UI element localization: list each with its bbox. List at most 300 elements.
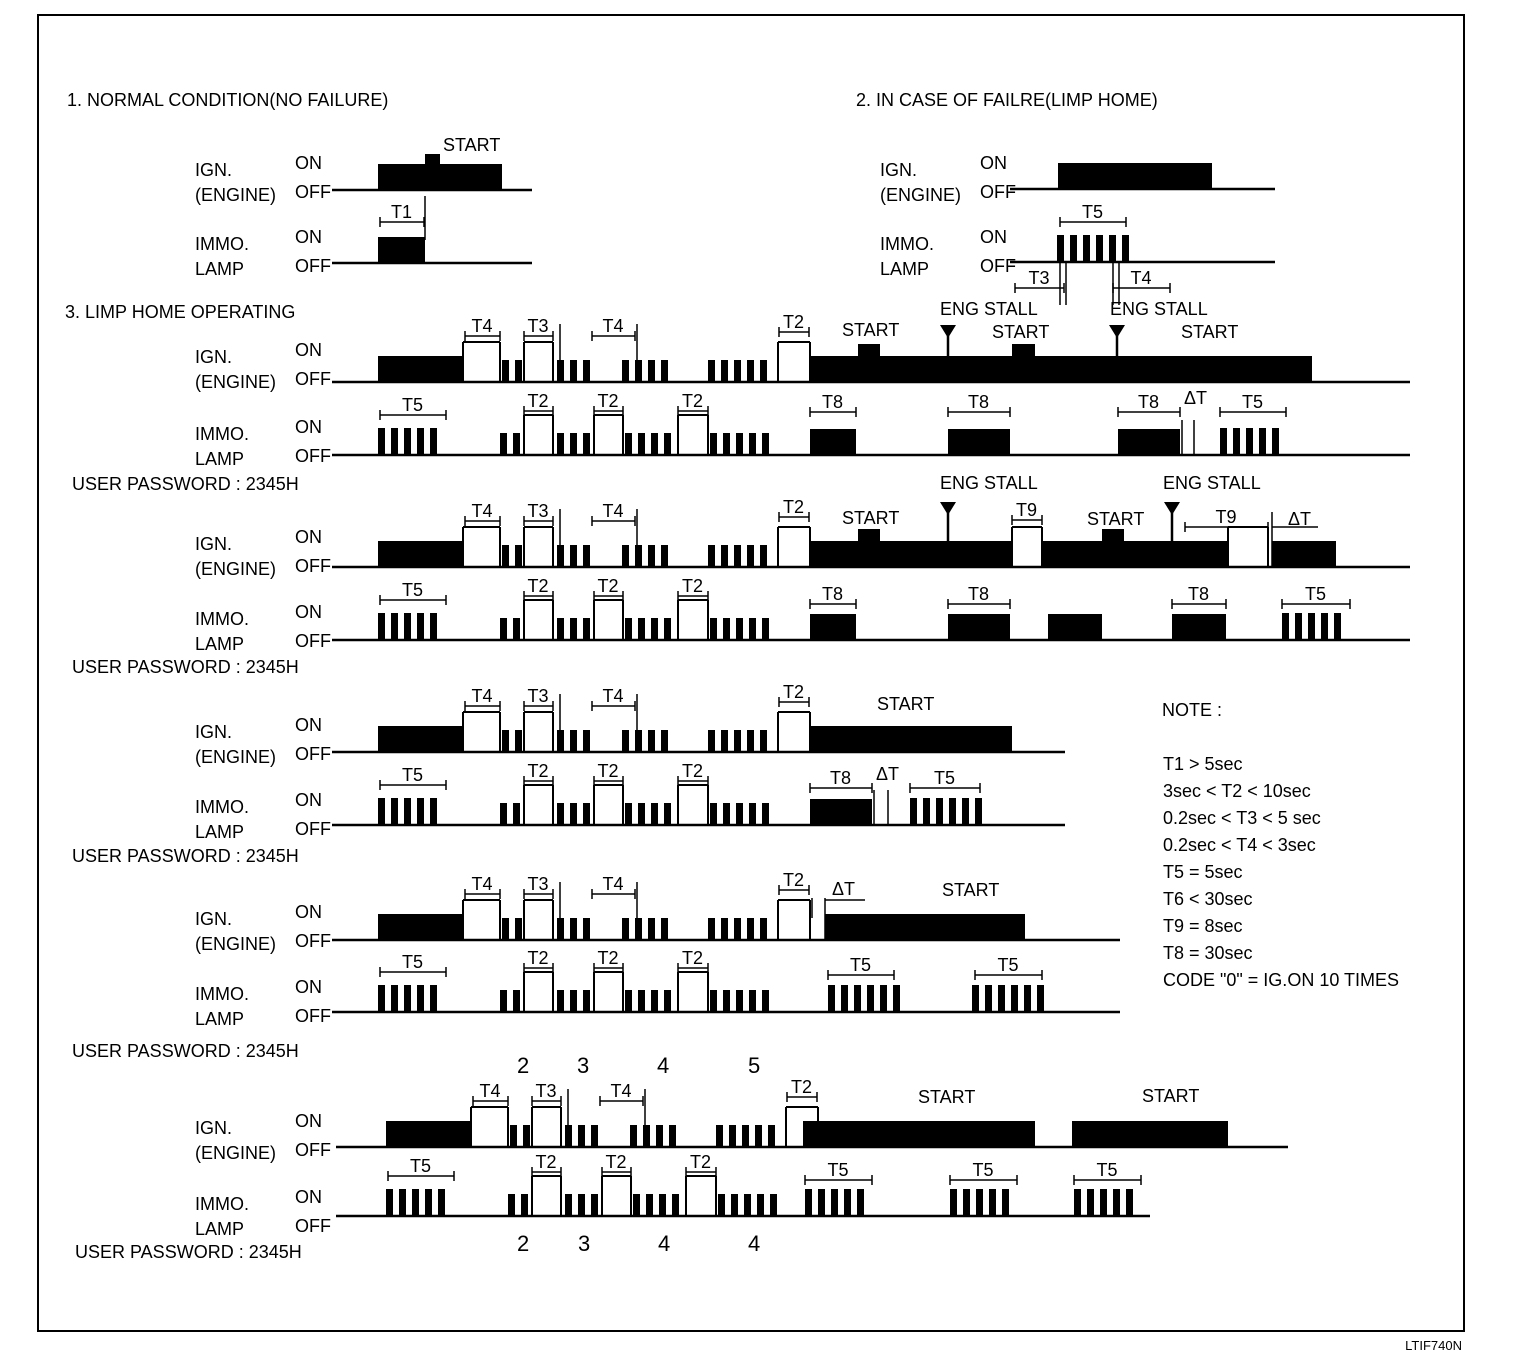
note-line: 3sec < T2 < 10sec bbox=[1163, 781, 1311, 801]
pulse bbox=[893, 985, 900, 1012]
pulse bbox=[386, 1189, 393, 1216]
timing-label: T2 bbox=[682, 576, 704, 596]
pulse bbox=[723, 433, 730, 455]
pulse bbox=[989, 1189, 996, 1216]
high-block bbox=[378, 541, 463, 567]
lamp-label: LAMP bbox=[880, 259, 930, 279]
section-title-normal: 1. NORMAL CONDITION(NO FAILURE) bbox=[67, 90, 389, 110]
pulse bbox=[638, 990, 645, 1012]
pulse bbox=[648, 918, 655, 940]
pulse bbox=[831, 1189, 838, 1216]
lamp-label: LAMP bbox=[195, 259, 245, 279]
pulse bbox=[867, 985, 874, 1012]
pulse bbox=[1233, 428, 1240, 455]
pulse bbox=[841, 985, 848, 1012]
pulse bbox=[962, 798, 969, 825]
pulse bbox=[975, 798, 982, 825]
pulse bbox=[828, 985, 835, 1012]
pulse bbox=[760, 918, 767, 940]
pulse bbox=[502, 545, 509, 567]
timing-label: T2 bbox=[597, 391, 619, 411]
pulse bbox=[976, 1189, 983, 1216]
pulse bbox=[972, 985, 979, 1012]
pulse bbox=[1074, 1189, 1081, 1216]
pulse bbox=[736, 433, 743, 455]
pulse bbox=[736, 803, 743, 825]
engine-label: (ENGINE) bbox=[195, 185, 276, 205]
pulse bbox=[591, 1125, 598, 1147]
pulse bbox=[749, 990, 756, 1012]
pulse bbox=[844, 1189, 851, 1216]
pulse bbox=[622, 360, 629, 382]
pulse bbox=[583, 360, 590, 382]
engine-label: (ENGINE) bbox=[195, 1143, 276, 1163]
pulse bbox=[515, 545, 522, 567]
immo-label: IMMO. bbox=[880, 234, 934, 254]
timing-label: T4 bbox=[602, 501, 624, 521]
high-block bbox=[810, 541, 1012, 567]
high-block bbox=[810, 614, 856, 640]
code-digit: 4 bbox=[748, 1231, 761, 1256]
code-digit: 5 bbox=[748, 1053, 761, 1078]
label: START bbox=[443, 135, 501, 155]
pulse bbox=[1113, 1189, 1120, 1216]
pulse bbox=[625, 803, 632, 825]
note-line: T8 = 30sec bbox=[1163, 943, 1253, 963]
label: START bbox=[842, 508, 900, 528]
password-label: USER PASSWORD : 2345H bbox=[72, 1041, 299, 1061]
pulse bbox=[570, 545, 577, 567]
pulse bbox=[1122, 235, 1129, 262]
password-label: USER PASSWORD : 2345H bbox=[75, 1242, 302, 1262]
high-block bbox=[378, 356, 463, 382]
timing-label: T2 bbox=[597, 761, 619, 781]
timing-label: T4 bbox=[471, 501, 493, 521]
timing-label: T4 bbox=[471, 686, 493, 706]
timing-label: T4 bbox=[479, 1081, 501, 1101]
pulse bbox=[417, 798, 424, 825]
pulse bbox=[500, 433, 507, 455]
timing-label: T5 bbox=[972, 1160, 994, 1180]
pulse bbox=[770, 1194, 777, 1216]
label: ΔT bbox=[876, 764, 900, 784]
pulse bbox=[502, 918, 509, 940]
pulse bbox=[622, 918, 629, 940]
timing-label: T2 bbox=[783, 682, 805, 702]
pulse bbox=[710, 618, 717, 640]
pulse bbox=[710, 803, 717, 825]
immo-label: IMMO. bbox=[195, 1194, 249, 1214]
label: START bbox=[1142, 1086, 1200, 1106]
pulse bbox=[591, 1194, 598, 1216]
pulse bbox=[1321, 613, 1328, 640]
pulse bbox=[391, 798, 398, 825]
timing-label: T2 bbox=[597, 948, 619, 968]
pulse bbox=[651, 433, 658, 455]
pulse bbox=[1037, 985, 1044, 1012]
pulse bbox=[583, 918, 590, 940]
ign-label: IGN. bbox=[195, 722, 233, 742]
ign-label: IGN. bbox=[195, 534, 233, 554]
pulse bbox=[661, 360, 668, 382]
pulse bbox=[508, 1194, 515, 1216]
pulse bbox=[515, 730, 522, 752]
pulse bbox=[391, 985, 398, 1012]
timing-label: T5 bbox=[850, 955, 872, 975]
timing-label: T8 bbox=[968, 584, 990, 604]
timing-label: T2 bbox=[690, 1152, 712, 1172]
high-block bbox=[1048, 614, 1102, 640]
pulse bbox=[638, 618, 645, 640]
off-label: OFF bbox=[295, 446, 331, 466]
pulse bbox=[1109, 235, 1116, 262]
off-label: OFF bbox=[295, 931, 331, 951]
pulse bbox=[659, 1194, 666, 1216]
pulse bbox=[635, 730, 642, 752]
ign-label: IGN. bbox=[195, 909, 233, 929]
off-label: OFF bbox=[295, 819, 331, 839]
immo-label: IMMO. bbox=[195, 234, 249, 254]
timing-label: T2 bbox=[783, 312, 805, 332]
pulse bbox=[515, 918, 522, 940]
pulse bbox=[417, 985, 424, 1012]
pulse bbox=[710, 433, 717, 455]
timing-label: T2 bbox=[597, 576, 619, 596]
high-block bbox=[825, 914, 1025, 940]
pulse bbox=[417, 613, 424, 640]
pulse bbox=[723, 990, 730, 1012]
pulse bbox=[1220, 428, 1227, 455]
pulse bbox=[1024, 985, 1031, 1012]
timing-label: T5 bbox=[1305, 584, 1327, 604]
pulse bbox=[1126, 1189, 1133, 1216]
timing-label: T9 bbox=[1016, 500, 1038, 520]
pulse bbox=[570, 918, 577, 940]
pulse bbox=[425, 1189, 432, 1216]
pulse bbox=[438, 1189, 445, 1216]
timing-label: T3 bbox=[527, 501, 549, 521]
timing-label: T4 bbox=[602, 316, 624, 336]
timing-label: T5 bbox=[934, 768, 956, 788]
pulse bbox=[378, 798, 385, 825]
engine-label: (ENGINE) bbox=[195, 372, 276, 392]
engine-label: (ENGINE) bbox=[195, 934, 276, 954]
pulse bbox=[513, 990, 520, 1012]
code-digit: 3 bbox=[577, 1053, 590, 1078]
pulse bbox=[656, 1125, 663, 1147]
timing-label: T2 bbox=[605, 1152, 627, 1172]
pulse bbox=[625, 618, 632, 640]
text-labels bbox=[65, 90, 1399, 1262]
pulse bbox=[513, 433, 520, 455]
pulse bbox=[757, 1194, 764, 1216]
code-digit: 2 bbox=[517, 1231, 530, 1256]
pulse bbox=[500, 803, 507, 825]
pulse bbox=[1096, 235, 1103, 262]
pulse bbox=[502, 360, 509, 382]
high-block bbox=[1118, 429, 1180, 455]
pulse bbox=[625, 433, 632, 455]
code-digit: 3 bbox=[578, 1231, 591, 1256]
pulse bbox=[412, 1189, 419, 1216]
pulse bbox=[578, 1194, 585, 1216]
on-label: ON bbox=[295, 153, 322, 173]
pulse bbox=[648, 360, 655, 382]
label: START bbox=[942, 880, 1000, 900]
pulse bbox=[747, 360, 754, 382]
pulse bbox=[570, 730, 577, 752]
label: START bbox=[1181, 322, 1239, 342]
pulse bbox=[731, 1194, 738, 1216]
pulse bbox=[570, 360, 577, 382]
pulse bbox=[661, 918, 668, 940]
off-label: OFF bbox=[295, 182, 331, 202]
lamp-label: LAMP bbox=[195, 822, 245, 842]
timing-label: T2 bbox=[527, 391, 549, 411]
pulse bbox=[664, 990, 671, 1012]
pulse bbox=[1308, 613, 1315, 640]
on-label: ON bbox=[295, 417, 322, 437]
label: ΔT bbox=[1288, 509, 1312, 529]
timing-label: T5 bbox=[410, 1156, 432, 1176]
pulse bbox=[818, 1189, 825, 1216]
pulse bbox=[762, 803, 769, 825]
start-block bbox=[858, 344, 880, 356]
pulse bbox=[742, 1125, 749, 1147]
password-label: USER PASSWORD : 2345H bbox=[72, 657, 299, 677]
high-block bbox=[1172, 541, 1228, 567]
pulse bbox=[404, 985, 411, 1012]
high-block bbox=[378, 726, 463, 752]
pulse bbox=[664, 433, 671, 455]
off-label: OFF bbox=[295, 556, 331, 576]
lamp-label: LAMP bbox=[195, 449, 245, 469]
ign-label: IGN. bbox=[195, 160, 233, 180]
pulse bbox=[583, 545, 590, 567]
pulse bbox=[936, 798, 943, 825]
pulse bbox=[557, 433, 564, 455]
off-label: OFF bbox=[295, 1140, 331, 1160]
immo-label: IMMO. bbox=[195, 797, 249, 817]
pulse bbox=[430, 985, 437, 1012]
pulse bbox=[669, 1125, 676, 1147]
pulse bbox=[1334, 613, 1341, 640]
high-block bbox=[378, 237, 425, 263]
lamp-label: LAMP bbox=[195, 1009, 245, 1029]
label: ENG STALL bbox=[1110, 299, 1208, 319]
pulse bbox=[570, 433, 577, 455]
timing-label: T8 bbox=[968, 392, 990, 412]
timing-label: T5 bbox=[827, 1160, 849, 1180]
ign-label: IGN. bbox=[880, 160, 918, 180]
pulse bbox=[502, 730, 509, 752]
timing-label: T2 bbox=[783, 870, 805, 890]
pulse bbox=[430, 428, 437, 455]
timing-label: T8 bbox=[822, 584, 844, 604]
on-label: ON bbox=[295, 227, 322, 247]
pulse bbox=[500, 618, 507, 640]
timing-label: T3 bbox=[535, 1081, 557, 1101]
pulse bbox=[734, 730, 741, 752]
note-line: 0.2sec < T3 < 5 sec bbox=[1163, 808, 1321, 828]
label: START bbox=[842, 320, 900, 340]
waveforms bbox=[332, 154, 1410, 1216]
timing-label: T8 bbox=[830, 768, 852, 788]
pulse bbox=[963, 1189, 970, 1216]
pulse bbox=[708, 545, 715, 567]
pulse bbox=[578, 1125, 585, 1147]
timing-label: T2 bbox=[535, 1152, 557, 1172]
timing-label: T2 bbox=[527, 576, 549, 596]
on-label: ON bbox=[295, 902, 322, 922]
pulse bbox=[404, 428, 411, 455]
pulse bbox=[736, 618, 743, 640]
pulse bbox=[430, 613, 437, 640]
pulse bbox=[880, 985, 887, 1012]
pulse bbox=[1259, 428, 1266, 455]
pulse bbox=[716, 1125, 723, 1147]
pulse bbox=[998, 985, 1005, 1012]
pulse bbox=[651, 990, 658, 1012]
timing-label: T5 bbox=[402, 765, 424, 785]
pulse bbox=[630, 1125, 637, 1147]
start-block bbox=[858, 529, 880, 541]
pulse bbox=[565, 1194, 572, 1216]
pulse bbox=[747, 545, 754, 567]
start-block bbox=[425, 154, 440, 166]
timing-label: T5 bbox=[402, 395, 424, 415]
pulse bbox=[1011, 985, 1018, 1012]
pulse bbox=[391, 428, 398, 455]
pulse bbox=[635, 918, 642, 940]
pulse bbox=[583, 803, 590, 825]
pulse bbox=[1057, 235, 1064, 262]
pulse bbox=[643, 1125, 650, 1147]
pulse bbox=[635, 545, 642, 567]
high-block bbox=[1172, 614, 1226, 640]
figure-id: LTIF740N bbox=[1405, 1338, 1462, 1353]
pulse bbox=[638, 433, 645, 455]
section-title-failure: 2. IN CASE OF FAILRE(LIMP HOME) bbox=[856, 90, 1158, 110]
pulse bbox=[521, 1194, 528, 1216]
engine-label: (ENGINE) bbox=[195, 747, 276, 767]
high-block bbox=[1058, 163, 1212, 189]
pulse bbox=[1070, 235, 1077, 262]
pulse bbox=[749, 803, 756, 825]
high-block bbox=[1072, 1121, 1228, 1147]
note-line: 0.2sec < T4 < 3sec bbox=[1163, 835, 1316, 855]
note-line: T6 < 30sec bbox=[1163, 889, 1253, 909]
pulse bbox=[721, 545, 728, 567]
on-label: ON bbox=[295, 715, 322, 735]
timing-label: T5 bbox=[402, 952, 424, 972]
pulse bbox=[985, 985, 992, 1012]
pulse bbox=[762, 618, 769, 640]
password-label: USER PASSWORD : 2345H bbox=[72, 474, 299, 494]
pulse bbox=[1087, 1189, 1094, 1216]
pulse bbox=[557, 803, 564, 825]
pulse bbox=[661, 730, 668, 752]
timing-label: T2 bbox=[783, 497, 805, 517]
timing-label: T4 bbox=[471, 874, 493, 894]
pulse bbox=[708, 918, 715, 940]
label: ΔT bbox=[1184, 388, 1208, 408]
ign-label: IGN. bbox=[195, 347, 233, 367]
pulse bbox=[417, 428, 424, 455]
label: START bbox=[992, 322, 1050, 342]
pulse bbox=[510, 1125, 517, 1147]
pulse bbox=[762, 990, 769, 1012]
pulse bbox=[1002, 1189, 1009, 1216]
off-label: OFF bbox=[295, 1216, 331, 1236]
note-title: NOTE : bbox=[1162, 700, 1223, 720]
pulse bbox=[570, 803, 577, 825]
immo-label: IMMO. bbox=[195, 609, 249, 629]
pulse bbox=[515, 360, 522, 382]
pulse bbox=[1282, 613, 1289, 640]
off-label: OFF bbox=[980, 256, 1016, 276]
timing-label: T4 bbox=[1130, 268, 1152, 288]
pulse bbox=[378, 985, 385, 1012]
pulse bbox=[583, 618, 590, 640]
pulse bbox=[378, 613, 385, 640]
high-block bbox=[810, 356, 1312, 382]
off-label: OFF bbox=[295, 1006, 331, 1026]
pulse bbox=[760, 730, 767, 752]
note-line: CODE "0" = IG.ON 10 TIMES bbox=[1163, 970, 1400, 990]
pulse bbox=[570, 990, 577, 1012]
timing-label: T5 bbox=[402, 580, 424, 600]
timing-label: T2 bbox=[682, 761, 704, 781]
pulse bbox=[635, 360, 642, 382]
high-block bbox=[378, 164, 502, 190]
on-label: ON bbox=[295, 1111, 322, 1131]
pulse bbox=[583, 990, 590, 1012]
pulse bbox=[923, 798, 930, 825]
pulse bbox=[910, 798, 917, 825]
pulse bbox=[710, 990, 717, 1012]
pulse bbox=[1272, 428, 1279, 455]
off-label: OFF bbox=[980, 182, 1016, 202]
section-title-limp: 3. LIMP HOME OPERATING bbox=[65, 302, 296, 322]
timing-label: T2 bbox=[527, 761, 549, 781]
immo-label: IMMO. bbox=[195, 984, 249, 1004]
timing-label: T5 bbox=[1242, 392, 1264, 412]
lamp-label: LAMP bbox=[195, 634, 245, 654]
high-block bbox=[810, 726, 1012, 752]
timing-label: T8 bbox=[822, 392, 844, 412]
timing-label: T3 bbox=[527, 316, 549, 336]
pulse bbox=[723, 618, 730, 640]
pulse bbox=[729, 1125, 736, 1147]
note-line: T1 > 5sec bbox=[1163, 754, 1243, 774]
timing-label: T4 bbox=[471, 316, 493, 336]
pulse bbox=[378, 428, 385, 455]
pulse bbox=[723, 803, 730, 825]
pulse bbox=[638, 803, 645, 825]
pulse bbox=[721, 360, 728, 382]
on-label: ON bbox=[295, 340, 322, 360]
note-line: T9 = 8sec bbox=[1163, 916, 1243, 936]
timing-label: T5 bbox=[1082, 202, 1104, 222]
on-label: ON bbox=[980, 227, 1007, 247]
on-label: ON bbox=[980, 153, 1007, 173]
high-block bbox=[386, 1121, 471, 1147]
pulse bbox=[500, 990, 507, 1012]
pulse bbox=[736, 990, 743, 1012]
engine-label: (ENGINE) bbox=[880, 185, 961, 205]
timing-label: T3 bbox=[527, 874, 549, 894]
